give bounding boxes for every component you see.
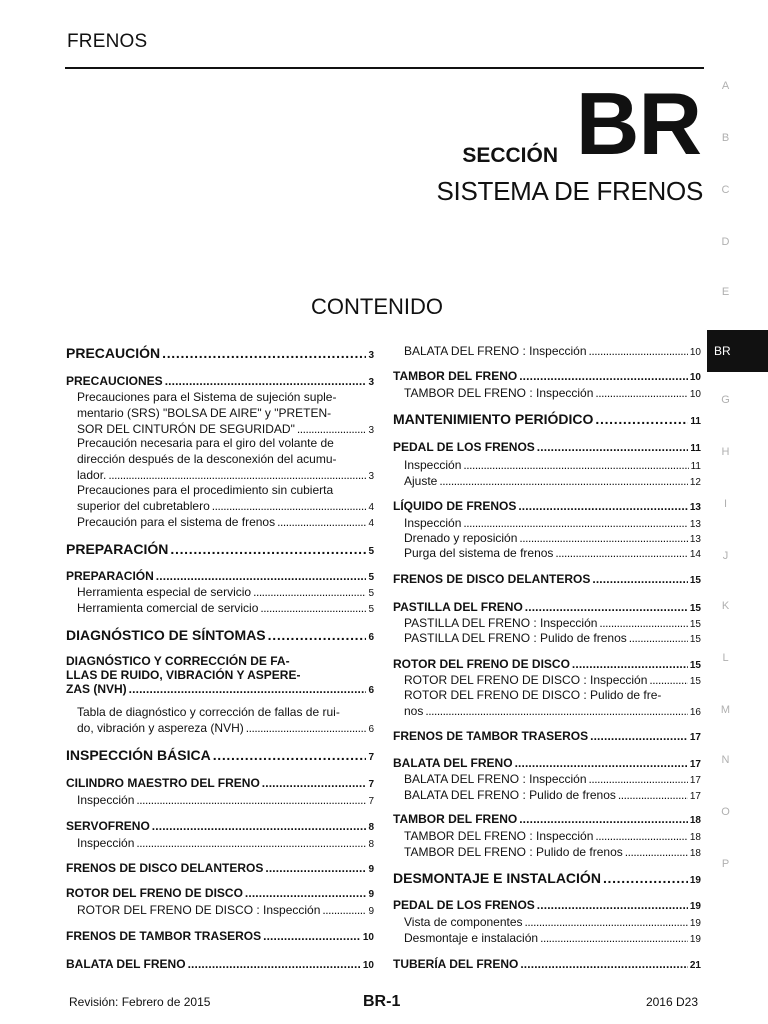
toc-entry-title: DESMONTAJE E INSTALACIÓN (393, 870, 601, 886)
toc-entry-page: 10 (689, 389, 701, 400)
dot-leader (245, 886, 367, 900)
dot-leader (595, 828, 687, 844)
toc-entry-page: 15 (689, 603, 701, 614)
toc-entry-page: 21 (689, 960, 701, 971)
section-index-tab-n[interactable]: N (721, 754, 730, 766)
dot-leader (595, 411, 688, 427)
toc-entry-page: 18 (689, 832, 701, 843)
toc-entry-title: Inspección (404, 516, 462, 530)
section-index-tab-j[interactable]: J (722, 550, 729, 562)
dot-leader (520, 957, 688, 971)
dot-leader (537, 440, 689, 454)
dot-leader (188, 957, 361, 971)
header-rule (65, 67, 704, 69)
toc-entry-page: 13 (689, 519, 701, 530)
toc-entry-title: superior del cubretablero (77, 499, 210, 513)
toc-entry-title: lador. (77, 468, 107, 482)
toc-entry-page: 19 (689, 934, 701, 945)
toc-entry-page: 8 (368, 839, 374, 850)
toc-entry-page: 10 (689, 372, 701, 383)
toc-entry[interactable] (66, 374, 374, 388)
toc-entry-page: 15 (689, 575, 701, 586)
toc-entry-page: 19 (689, 918, 701, 929)
toc-entry-page: 19 (689, 875, 701, 886)
toc-entry-title: Ajuste (404, 474, 438, 488)
dot-leader (136, 835, 366, 851)
toc-entry-page: 15 (689, 676, 701, 687)
toc-entry-title: PASTILLA DEL FRENO : Inspección (404, 616, 598, 630)
section-index-tab-o[interactable]: O (721, 806, 730, 818)
toc-entry-line: Precauciones para el Sistema de sujeción suple- (77, 390, 337, 404)
toc-entry-title: PASTILLA DEL FRENO (393, 600, 523, 614)
section-index-tab-a[interactable]: A (721, 80, 730, 92)
toc-entry-title: FRENOS DE TAMBOR TRASEROS (393, 729, 589, 743)
dot-leader (108, 467, 366, 483)
toc-entry-page: 10 (362, 960, 374, 971)
toc-entry-line: dirección después de la desconexión del acumu- (77, 452, 337, 466)
toc-entry-title: TUBERÍA DEL FRENO (393, 957, 519, 971)
section-label: SECCIÓN (462, 144, 558, 167)
dot-leader (162, 345, 366, 361)
section-index-tab-l[interactable]: L (722, 652, 729, 664)
toc-entry[interactable] (393, 630, 701, 648)
toc-entry-page: 12 (689, 477, 701, 488)
toc-entry-page: 9 (368, 864, 374, 875)
toc-entry-page: 6 (368, 632, 374, 643)
toc-title: CONTENIDO (311, 294, 443, 319)
toc-entry-line: DIAGNÓSTICO Y CORRECCIÓN DE FA- (66, 654, 290, 668)
toc-entry-page: 11 (690, 416, 701, 427)
toc-entry-page: 13 (689, 534, 701, 545)
toc-entry-title: Purga del sistema de frenos (404, 546, 554, 560)
toc-entry-title: DIAGNÓSTICO DE SÍNTOMAS (66, 627, 266, 643)
toc-entry[interactable] (393, 545, 701, 563)
toc-entry[interactable] (393, 473, 701, 491)
toc-entry-page: 17 (689, 775, 701, 786)
dot-leader (589, 343, 688, 359)
toc-entry-page: 19 (689, 901, 701, 912)
dot-leader (212, 498, 367, 514)
dot-leader (165, 374, 367, 388)
dot-leader (603, 870, 688, 886)
dot-leader (253, 584, 366, 600)
toc-entry[interactable] (66, 569, 374, 583)
section-index-tab-m[interactable]: M (720, 704, 731, 716)
toc-entry[interactable] (393, 440, 701, 454)
dot-leader (463, 515, 688, 531)
dot-leader (525, 914, 688, 930)
toc-entry-title: BALATA DEL FRENO : Inspección (404, 772, 587, 786)
toc-entry-page: 7 (368, 752, 374, 763)
toc-entry-title: TAMBOR DEL FRENO : Inspección (404, 386, 594, 400)
toc-entry-title: CILINDRO MAESTRO DEL FRENO (66, 776, 260, 790)
toc-entry-line: Precaución necesaria para el giro del volante de (77, 436, 334, 450)
toc-entry-page: 17 (689, 732, 701, 743)
section-index-tab-br[interactable]: BR (707, 330, 768, 372)
toc-entry-line: Tabla de diagnóstico y corrección de fallas de rui- (77, 705, 340, 719)
toc-entry-title: ROTOR DEL FRENO DE DISCO : Inspección (77, 903, 321, 917)
toc-entry-title: PEDAL DE LOS FRENOS (393, 898, 535, 912)
toc-entry-page: 6 (368, 685, 374, 696)
dot-leader (590, 729, 688, 743)
toc-entry[interactable] (393, 756, 701, 770)
toc-entry-title: FRENOS DE DISCO DELANTEROS (66, 861, 264, 875)
toc-entry-page: 11 (690, 461, 701, 472)
dot-leader (515, 756, 688, 770)
toc-entry[interactable] (393, 787, 701, 805)
section-index-tab-d[interactable]: D (721, 236, 730, 248)
toc-entry[interactable] (393, 870, 701, 886)
toc-entry-title: ROTOR DEL FRENO DE DISCO (393, 657, 570, 671)
toc-entry[interactable] (66, 389, 374, 439)
dot-leader (599, 615, 687, 631)
toc-entry[interactable] (66, 929, 374, 943)
toc-entry[interactable] (66, 957, 374, 971)
toc-entry-page: 4 (368, 502, 374, 513)
toc-entry-page: 13 (689, 502, 701, 513)
toc-entry-page: 17 (689, 791, 701, 802)
dot-leader (595, 385, 687, 401)
toc-entry[interactable] (393, 343, 701, 361)
footer-revision: Revisión: Febrero de 2015 (69, 995, 211, 1009)
toc-entry-title: TAMBOR DEL FRENO (393, 369, 518, 383)
dot-leader (263, 929, 361, 943)
footer-model: 2016 D23 (645, 995, 698, 1009)
toc-entry-page: 3 (368, 350, 374, 361)
toc-entry-title: SERVOFRENO (66, 819, 150, 833)
toc-entry-title: do, vibración y aspereza (NVH) (77, 721, 244, 735)
dot-leader (277, 514, 366, 530)
toc-entry-title: Drenado y reposición (404, 531, 518, 545)
toc-entry-title: MANTENIMIENTO PERIÓDICO (393, 411, 594, 427)
dot-leader (518, 499, 688, 513)
toc-entry-page: 15 (689, 634, 701, 645)
toc-entry-page: 8 (368, 822, 374, 833)
toc-entry-page: 5 (368, 572, 374, 583)
toc-entry-line: ROTOR DEL FRENO DE DISCO : Pulido de fre- (404, 688, 662, 702)
toc-entry[interactable] (66, 627, 374, 643)
toc-entry-title: FRENOS DE DISCO DELANTEROS (393, 572, 591, 586)
toc-entry-page: 3 (368, 377, 374, 388)
toc-entry-line: Precauciones para el procedimiento sin cubierta (77, 483, 334, 497)
toc-entry-page: 18 (689, 848, 701, 859)
toc-entry-title: Herramienta especial de servicio (77, 585, 252, 599)
section-code: BR (575, 74, 701, 173)
toc-entry-page: 5 (368, 588, 374, 599)
toc-entry[interactable] (393, 499, 701, 513)
dot-leader (156, 569, 367, 583)
header-title: FRENOS (67, 31, 148, 52)
dot-leader (439, 473, 688, 489)
toc-entry[interactable] (66, 541, 374, 557)
dot-leader (322, 902, 366, 918)
toc-entry[interactable] (66, 435, 374, 485)
toc-entry-title: PRECAUCIONES (66, 374, 163, 388)
toc-entry-page: 9 (368, 906, 374, 917)
dot-leader (625, 844, 688, 860)
toc-entry[interactable] (393, 687, 701, 721)
toc-entry-page: 11 (690, 443, 701, 454)
toc-entry-page: 7 (368, 796, 374, 807)
dot-leader (129, 682, 367, 696)
toc-entry[interactable] (66, 819, 374, 833)
toc-entry-page: 3 (368, 471, 374, 482)
toc-entry-title: PREPARACIÓN (66, 541, 169, 557)
toc-entry[interactable] (393, 411, 701, 427)
dot-leader (260, 600, 366, 616)
section-index-tab-g[interactable]: G (721, 394, 730, 406)
toc-entry-title: ROTOR DEL FRENO DE DISCO (66, 886, 243, 900)
section-index-tab-h[interactable]: H (721, 446, 730, 458)
dot-leader (170, 541, 366, 557)
toc-entry[interactable] (393, 369, 701, 383)
dot-leader (265, 861, 366, 875)
toc-entry-page: 7 (368, 779, 374, 790)
toc-entry[interactable] (66, 482, 374, 516)
dot-leader (649, 672, 687, 688)
toc-entry-title: TAMBOR DEL FRENO (393, 812, 518, 826)
section-index-tab-k[interactable]: K (721, 600, 730, 612)
toc-entry-page: 16 (689, 707, 701, 718)
section-index-tab-b[interactable]: B (721, 132, 730, 144)
toc-entry-title: BALATA DEL FRENO (66, 957, 186, 971)
dot-leader (268, 627, 367, 643)
toc-entry-page: 3 (368, 425, 374, 436)
dot-leader (540, 930, 688, 946)
dot-leader (572, 657, 688, 671)
toc-entry[interactable] (66, 747, 374, 763)
toc-entry-title: TAMBOR DEL FRENO : Inspección (404, 829, 594, 843)
dot-leader (589, 771, 688, 787)
section-index-tab-p[interactable]: P (721, 858, 730, 870)
toc-entry-title: Herramienta comercial de servicio (77, 601, 259, 615)
toc-entry[interactable] (66, 861, 374, 875)
dot-leader (519, 812, 688, 826)
toc-entry-title: ROTOR DEL FRENO DE DISCO : Inspección (404, 673, 648, 687)
dot-leader (525, 600, 688, 614)
toc-entry[interactable] (393, 812, 701, 826)
toc-entry-page: 10 (362, 932, 374, 943)
toc-entry-page: 18 (689, 815, 701, 826)
section-index-tab-e[interactable]: E (721, 286, 730, 298)
dot-leader (262, 776, 367, 790)
toc-entry-title: Precaución para el sistema de frenos (77, 515, 276, 529)
toc-entry-page: 10 (689, 347, 701, 358)
toc-entry-page: 15 (689, 660, 701, 671)
toc-entry[interactable] (66, 654, 374, 696)
dot-leader (136, 792, 366, 808)
toc-entry-title: INSPECCIÓN BÁSICA (66, 747, 211, 763)
toc-entry[interactable] (66, 902, 374, 920)
dot-leader (152, 819, 367, 833)
toc-entry-line: mentario (SRS) "BOLSA DE AIRE" y "PRETEN- (77, 406, 332, 420)
dot-leader (246, 720, 367, 736)
toc-entry-page: 15 (689, 619, 701, 630)
toc-entry-title: Desmontaje e instalación (404, 931, 539, 945)
toc-entry[interactable] (393, 572, 701, 586)
toc-entry[interactable] (393, 385, 701, 403)
toc-entry-title: BALATA DEL FRENO (393, 756, 513, 770)
toc-entry[interactable] (66, 886, 374, 900)
footer-page-number: BR-1 (363, 993, 401, 1010)
toc-entry[interactable] (66, 514, 374, 532)
toc-entry[interactable] (393, 844, 701, 862)
dot-leader (629, 630, 688, 646)
toc-entry-page: 5 (368, 546, 374, 557)
toc-entry-page: 6 (368, 724, 374, 735)
toc-entry[interactable] (393, 657, 701, 671)
toc-entry[interactable] (393, 930, 701, 948)
dot-leader (425, 703, 688, 719)
toc-entry[interactable] (66, 600, 374, 618)
toc-entry-title: LÍQUIDO DE FRENOS (393, 499, 517, 513)
toc-entry-title: PRECAUCIÓN (66, 345, 161, 361)
dot-leader (618, 787, 688, 803)
toc-entry-title: Inspección (77, 836, 135, 850)
toc-entry-page: 5 (368, 604, 374, 615)
toc-entry-title: BALATA DEL FRENO : Pulido de frenos (404, 788, 616, 802)
dot-leader (463, 457, 688, 473)
dot-leader (555, 545, 687, 561)
dot-leader (592, 572, 688, 586)
toc-entry-title: PREPARACIÓN (66, 569, 154, 583)
toc-entry-title: PEDAL DE LOS FRENOS (393, 440, 535, 454)
toc-entry-line: LLAS DE RUIDO, VIBRACIÓN Y ASPERE- (66, 668, 301, 682)
section-title: SISTEMA DE FRENOS (436, 176, 703, 206)
toc-entry-title: SOR DEL CINTURÓN DE SEGURIDAD" (77, 422, 295, 436)
toc-entry-page: 14 (689, 549, 701, 560)
toc-entry[interactable] (66, 704, 374, 738)
dot-leader (537, 898, 688, 912)
toc-entry-title: BALATA DEL FRENO : Inspección (404, 344, 587, 358)
toc-entry[interactable] (393, 600, 701, 614)
toc-entry-title: FRENOS DE TAMBOR TRASEROS (66, 929, 262, 943)
toc-entry-title: Inspección (77, 793, 135, 807)
section-index-tab-i[interactable]: I (723, 498, 728, 510)
toc-entry-title: Inspección (404, 458, 462, 472)
section-index-tab-c[interactable]: C (721, 184, 730, 196)
toc-entry[interactable] (66, 835, 374, 853)
toc-entry-title: ZAS (NVH) (66, 682, 127, 696)
toc-entry[interactable] (393, 957, 701, 971)
toc-entry-title: nos (404, 704, 424, 718)
toc-entry-page: 4 (368, 518, 374, 529)
dot-leader (519, 369, 688, 383)
toc-entry-title: TAMBOR DEL FRENO : Pulido de frenos (404, 845, 623, 859)
toc-entry-title: PASTILLA DEL FRENO : Pulido de frenos (404, 631, 627, 645)
toc-entry-title: Vista de componentes (404, 915, 523, 929)
dot-leader (519, 530, 687, 546)
toc-entry-page: 9 (368, 889, 374, 900)
toc-entry[interactable] (393, 898, 701, 912)
toc-entry[interactable] (66, 792, 374, 810)
toc-entry[interactable] (393, 729, 701, 743)
toc-entry[interactable] (66, 345, 374, 361)
toc-entry[interactable] (66, 776, 374, 790)
dot-leader (213, 747, 367, 763)
toc-entry-page: 17 (689, 759, 701, 770)
